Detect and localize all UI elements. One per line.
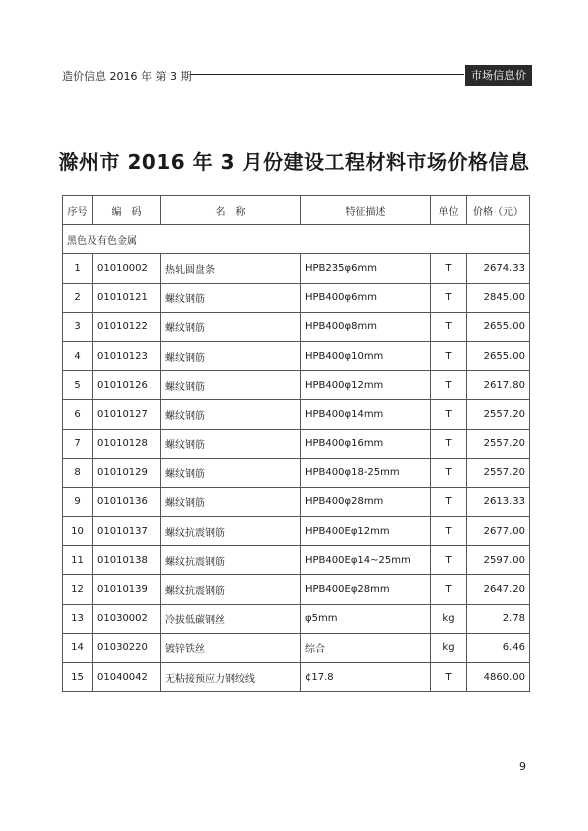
material-code: 01010127 xyxy=(93,400,161,429)
material-name: 螺纹抗震钢筋 xyxy=(161,575,301,604)
row-index: 15 xyxy=(63,663,93,692)
spec-description: HPB400Eφ28mm xyxy=(301,575,431,604)
col-header-unit: 单位 xyxy=(431,196,467,225)
col-header-name: 名 称 xyxy=(161,196,301,225)
unit: T xyxy=(431,283,467,312)
row-index: 13 xyxy=(63,604,93,633)
header-rule xyxy=(190,74,464,75)
table-row xyxy=(63,517,530,546)
unit: T xyxy=(431,254,467,283)
unit: T xyxy=(431,517,467,546)
spec-description: HPB400φ12mm xyxy=(301,371,431,400)
table-row xyxy=(63,371,530,400)
material-name: 螺纹钢筋 xyxy=(161,429,301,458)
table-row xyxy=(63,633,530,662)
unit: kg xyxy=(431,633,467,662)
row-index: 5 xyxy=(63,371,93,400)
col-header-code: 编 码 xyxy=(93,196,161,225)
unit: T xyxy=(431,341,467,370)
material-code: 01010123 xyxy=(93,341,161,370)
price: 2597.00 xyxy=(467,546,530,575)
material-code: 01010129 xyxy=(93,458,161,487)
price: 2557.20 xyxy=(467,458,530,487)
material-code: 01010126 xyxy=(93,371,161,400)
spec-description: ¢17.8 xyxy=(301,663,431,692)
material-code: 01040042 xyxy=(93,663,161,692)
material-code: 01010122 xyxy=(93,312,161,341)
table-row xyxy=(63,254,530,283)
material-name: 螺纹钢筋 xyxy=(161,487,301,516)
price: 6.46 xyxy=(467,633,530,662)
spec-description: HPB400φ16mm xyxy=(301,429,431,458)
row-index: 12 xyxy=(63,575,93,604)
table-row xyxy=(63,458,530,487)
page-number: 9 xyxy=(519,760,526,773)
row-index: 11 xyxy=(63,546,93,575)
row-index: 14 xyxy=(63,633,93,662)
material-name: 冷拔低碳钢丝 xyxy=(161,604,301,633)
table-row xyxy=(63,575,530,604)
unit: T xyxy=(431,458,467,487)
table-row xyxy=(63,429,530,458)
material-code: 01010136 xyxy=(93,487,161,516)
spec-description: HPB400φ28mm xyxy=(301,487,431,516)
material-name: 螺纹钢筋 xyxy=(161,283,301,312)
unit: T xyxy=(431,312,467,341)
material-name: 螺纹钢筋 xyxy=(161,400,301,429)
row-index: 4 xyxy=(63,341,93,370)
unit: T xyxy=(431,400,467,429)
price: 2557.20 xyxy=(467,429,530,458)
col-header-price: 价格（元） xyxy=(467,196,530,225)
table-row xyxy=(63,487,530,516)
material-code: 01030220 xyxy=(93,633,161,662)
unit: T xyxy=(431,429,467,458)
spec-description: HPB400φ10mm xyxy=(301,341,431,370)
price: 2557.20 xyxy=(467,400,530,429)
material-name: 螺纹抗震钢筋 xyxy=(161,517,301,546)
unit: T xyxy=(431,575,467,604)
price-table xyxy=(62,195,530,692)
issue-label: 造价信息 2016 年 第 3 期 xyxy=(62,70,192,83)
material-code: 01010139 xyxy=(93,575,161,604)
price: 2674.33 xyxy=(467,254,530,283)
unit: T xyxy=(431,546,467,575)
row-index: 7 xyxy=(63,429,93,458)
spec-description: 综合 xyxy=(301,633,431,662)
table-row xyxy=(63,400,530,429)
spec-description: HPB400φ14mm xyxy=(301,400,431,429)
table-row xyxy=(63,546,530,575)
material-name: 螺纹钢筋 xyxy=(161,371,301,400)
price: 2677.00 xyxy=(467,517,530,546)
material-name: 镀锌铁丝 xyxy=(161,633,301,662)
price: 2845.00 xyxy=(467,283,530,312)
price: 2647.20 xyxy=(467,575,530,604)
material-code: 01010121 xyxy=(93,283,161,312)
price: 2617.80 xyxy=(467,371,530,400)
material-code: 01010128 xyxy=(93,429,161,458)
spec-description: HPB400Eφ12mm xyxy=(301,517,431,546)
table-row xyxy=(63,663,530,692)
material-code: 01030002 xyxy=(93,604,161,633)
row-index: 6 xyxy=(63,400,93,429)
row-index: 1 xyxy=(63,254,93,283)
spec-description: HPB400φ18-25mm xyxy=(301,458,431,487)
table-row xyxy=(63,312,530,341)
unit: T xyxy=(431,487,467,516)
price: 2.78 xyxy=(467,604,530,633)
spec-description: HPB400Eφ14~25mm xyxy=(301,546,431,575)
material-name: 无粘接预应力钢绞线 xyxy=(161,663,301,692)
spec-description: HPB400φ6mm xyxy=(301,283,431,312)
section-badge: 市场信息价 xyxy=(465,65,532,86)
unit: T xyxy=(431,371,467,400)
running-header xyxy=(62,66,532,86)
material-name: 螺纹钢筋 xyxy=(161,341,301,370)
row-index: 3 xyxy=(63,312,93,341)
unit: kg xyxy=(431,604,467,633)
material-name: 螺纹钢筋 xyxy=(161,458,301,487)
row-index: 2 xyxy=(63,283,93,312)
table-row xyxy=(63,604,530,633)
category-label: 黑色及有色金属 xyxy=(63,225,530,254)
price: 2655.00 xyxy=(467,312,530,341)
category-row xyxy=(63,225,530,254)
price: 2613.33 xyxy=(467,487,530,516)
col-header-index: 序号 xyxy=(63,196,93,225)
row-index: 8 xyxy=(63,458,93,487)
spec-description: HPB400φ8mm xyxy=(301,312,431,341)
row-index: 9 xyxy=(63,487,93,516)
page-title: 滁州市 2016 年 3 月份建设工程材料市场价格信息 xyxy=(58,150,530,174)
material-name: 螺纹抗震钢筋 xyxy=(161,546,301,575)
material-name: 螺纹钢筋 xyxy=(161,312,301,341)
material-name: 热轧圆盘条 xyxy=(161,254,301,283)
table-row xyxy=(63,283,530,312)
spec-description: HPB235φ6mm xyxy=(301,254,431,283)
col-header-spec: 特征描述 xyxy=(301,196,431,225)
material-code: 01010138 xyxy=(93,546,161,575)
price: 2655.00 xyxy=(467,341,530,370)
row-index: 10 xyxy=(63,517,93,546)
unit: T xyxy=(431,663,467,692)
material-code: 01010137 xyxy=(93,517,161,546)
table-header-row xyxy=(63,196,530,225)
material-code: 01010002 xyxy=(93,254,161,283)
price: 4860.00 xyxy=(467,663,530,692)
spec-description: φ5mm xyxy=(301,604,431,633)
table-row xyxy=(63,341,530,370)
